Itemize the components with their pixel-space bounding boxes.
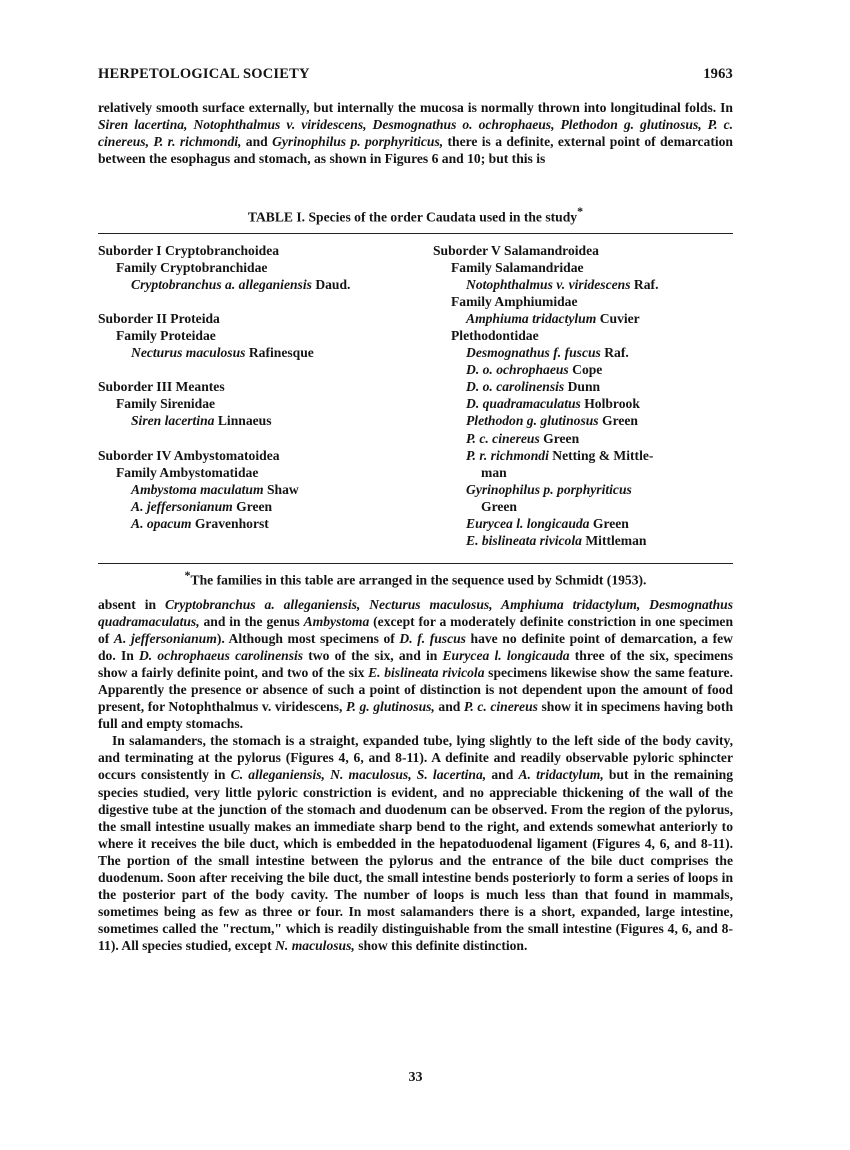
- italic-text: D. o. ochrophaeus: [466, 362, 569, 378]
- table-caption-text: TABLE I. Species of the order Caudata used in the study: [247, 209, 578, 225]
- italic-text: Amphiuma tridactylum: [466, 311, 597, 327]
- table-family: [98, 395, 428, 412]
- text-run: (except for a moderately definite constriction in one specimen of: [98, 614, 734, 647]
- italic-text: P. c. cinereus: [466, 430, 540, 446]
- text-run: Green: [539, 430, 580, 446]
- text-run: Family Sirenidae: [116, 396, 216, 412]
- italic-text: Eurycea l. longicauda: [442, 648, 570, 664]
- table-suborder: [98, 378, 428, 395]
- italic-text: P. r. richmondi: [466, 447, 549, 463]
- text-run: Family Proteidae: [116, 328, 216, 344]
- text-run: show this definite distinction.: [354, 937, 528, 953]
- footnote-text: The families in this table are arranged in the sequence used by Schmidt (1953).: [190, 572, 647, 588]
- text-run: Linnaeus: [214, 413, 272, 429]
- text-run: specimens likewise show the same feature. Apparently the presence or absence of such a point of distinction is not dependent upon the amount of food present, for Notophthalmus v. viridescens,: [98, 665, 733, 715]
- text-run: show it in specimens having both full and empty stomachs.: [98, 699, 734, 732]
- year: 1963: [703, 66, 733, 82]
- text-run: Suborder II Proteida: [98, 311, 220, 327]
- table-suborder: [98, 242, 428, 259]
- text-run: and: [434, 699, 464, 715]
- text-run: Netting & Mittle-: [548, 447, 654, 463]
- text-run: Suborder I Cryptobranchoidea: [98, 243, 280, 258]
- table-family: [98, 259, 428, 276]
- table-spacer: [98, 293, 428, 310]
- paragraph: [98, 99, 733, 167]
- table-species: [433, 430, 733, 447]
- table-right-column: [433, 242, 733, 549]
- table-species: [433, 481, 733, 498]
- text-run: absent in: [98, 597, 165, 612]
- table-species: [98, 481, 428, 498]
- paragraph: [98, 596, 733, 732]
- italic-text: N. maculosus,: [275, 937, 355, 953]
- table-species: [433, 464, 733, 481]
- text-run: Green: [589, 515, 629, 531]
- italic-text: Necturus maculosus: [131, 345, 246, 361]
- italic-text: Eurycea l. longicauda: [466, 515, 590, 531]
- body-text: [98, 596, 733, 954]
- text-run: Plethodontidae: [451, 328, 539, 344]
- table-species: [98, 515, 428, 532]
- table-species: [433, 532, 733, 549]
- text-run: In salamanders, the stomach is a straight, expanded tube, lying slightly to the left side of the body cavity, and terminating at the pylorus (Figures 4, 6, and 8-11). A definite and readily observable pyloric sphincter occurs consistently in: [98, 733, 733, 783]
- table-species: [98, 276, 428, 293]
- text-run: Rafinesque: [245, 345, 314, 361]
- text-run: Cuvier: [596, 311, 640, 327]
- text-run: and in the genus: [199, 614, 304, 630]
- table-species: [433, 361, 733, 378]
- text-run: Suborder V Salamandroidea: [433, 243, 599, 258]
- italic-text: E. bislineata rivicola: [368, 665, 485, 681]
- table-family: [98, 464, 428, 481]
- italic-text: A. jeffersonianum: [131, 498, 233, 514]
- table-species: [433, 498, 733, 515]
- journal-name: HERPETOLOGICAL SOCIETY: [98, 66, 310, 82]
- text-run: Dunn: [564, 379, 601, 395]
- text-run: Green: [481, 498, 517, 514]
- table-suborder: [433, 242, 733, 259]
- table-species: [433, 515, 733, 532]
- italic-text: Cryptobranchus a. alleganiensis: [131, 277, 312, 293]
- table-top-rule: [98, 233, 733, 234]
- table-suborder: [98, 447, 428, 464]
- text-run: there is a definite, external point of demarcation between the esophagus and stomach, as shown in Figures 6 and 10; but this is: [98, 134, 733, 167]
- text-run: and: [486, 767, 519, 783]
- italic-text: A. jeffersonianum: [113, 631, 217, 647]
- italic-text: Siren lacertina: [131, 413, 215, 429]
- text-run: Family Salamandridae: [451, 260, 584, 276]
- text-run: two of the six, and in: [303, 648, 443, 664]
- italic-text: Plethodon g. glutinosus: [466, 413, 599, 429]
- italic-text: Notophthalmus v. viridescens: [466, 277, 631, 293]
- text-run: Daud.: [311, 277, 351, 293]
- footnote-mark: *: [184, 568, 191, 582]
- italic-text: D. quadramaculatus: [466, 396, 581, 412]
- text-run: Raf.: [600, 345, 629, 361]
- text-run: Shaw: [263, 481, 299, 497]
- table-caption: [98, 205, 733, 226]
- text-run: man: [481, 464, 507, 480]
- table-suborder: [98, 310, 428, 327]
- text-run: Mittleman: [581, 532, 647, 548]
- running-head: [98, 66, 733, 86]
- italic-text: Ambystoma: [303, 614, 370, 630]
- italic-text: D. o. carolinensis: [466, 379, 565, 395]
- text-run: Suborder III Meantes: [98, 379, 225, 395]
- table-family: [98, 327, 428, 344]
- table-species: [433, 310, 733, 327]
- text-run: Family Cryptobranchidae: [116, 260, 268, 276]
- page-number: 33: [408, 1070, 423, 1085]
- text-run: Gravenhorst: [191, 515, 269, 531]
- table-species: [98, 412, 428, 429]
- text-run: three of the six, specimens show a fairly definite point, and two of the six: [98, 648, 734, 681]
- table-family: [433, 293, 733, 310]
- text-run: but in the remaining species studied, very little pyloric constriction is evident, and no appreciable thickening of the wall of the digestive tube at the junction of the stomach and duodenum can be observed. From the region of the pylorus, the small intestine usually makes an immediate sharp bend to the right, and extends somewhat anteriorly to where it receives the bile duct, which is embedded in the hepatoduodenal ligament (Figures 4, 6, and 8-11). The portion of the small intestine between the pylorus and the entrance of the bile duct comprises the duodenum. Soon after receiving the bile duct, the small intestine bends posteriorly to form a series of loops in the posterior part of the body cavity. The number of loops is much less than that found in mammals, sometimes being as few as three or four. In most salamanders there is a short, expanded, large intestine, sometimes called the "rectum," which is readily distinguishable from the small intestine (Figures 4, 6, and 8-11). All species studied, except: [98, 767, 733, 953]
- italic-text: A. tridactylum,: [518, 767, 604, 783]
- italic-text: P. g. glutinosus,: [346, 699, 435, 715]
- text-run: and: [241, 134, 273, 150]
- text-run: Green: [598, 413, 638, 429]
- table-species: [433, 344, 733, 361]
- table-species: [433, 447, 733, 464]
- text-run: have no definite point of demarcation, a few do. In: [98, 631, 733, 664]
- table-bottom-rule: [98, 563, 733, 564]
- italic-text: Gyrinophilus p. porphyriticus,: [272, 134, 444, 150]
- text-run: Family Amphiumidae: [451, 294, 578, 310]
- table-species: [433, 395, 733, 412]
- italic-text: A. opacum: [131, 515, 192, 531]
- italic-text: C. alleganiensis, N. maculosus, S. lacertina,: [230, 767, 487, 783]
- italic-text: Cryptobranchus a. alleganiensis, Necturus maculosus, Amphiuma tridactylum, Desmognathus quadramaculatus,: [98, 597, 733, 630]
- italic-text: Gyrinophilus p. porphyriticus: [466, 481, 632, 497]
- table-species: [433, 412, 733, 429]
- italic-text: P. c. cinereus: [463, 699, 538, 715]
- italic-text: Desmognathus f. fuscus: [466, 345, 601, 361]
- text-run: Holbrook: [580, 396, 640, 412]
- italic-text: D. ochrophaeus carolinensis: [138, 648, 304, 664]
- italic-text: D. f. fuscus: [399, 631, 466, 647]
- top-paragraph: [98, 99, 733, 167]
- text-run: Raf.: [630, 277, 659, 293]
- table-family: [433, 327, 733, 344]
- table-left-column: [98, 242, 428, 532]
- text-run: Green: [232, 498, 273, 514]
- italic-text: E. bislineata rivicola: [466, 532, 582, 548]
- table-spacer: [98, 361, 428, 378]
- text-run: ). Although most specimens of: [216, 631, 400, 647]
- italic-text: Siren lacertina, Notophthalmus v. viridescens, Desmognathus o. ochrophaeus, Plethodon g. glutinosus, P. c. cinereus, P. r. richmondi,: [98, 117, 733, 150]
- table-species: [98, 344, 428, 361]
- table-species: [98, 498, 428, 515]
- paragraph: [98, 732, 733, 954]
- text-run: Family Ambystomatidae: [116, 464, 259, 480]
- table-footnote: [98, 568, 733, 589]
- italic-text: Ambystoma maculatum: [131, 481, 264, 497]
- table-spacer: [98, 430, 428, 447]
- table-species: [433, 378, 733, 395]
- text-run: Suborder IV Ambystomatoidea: [98, 447, 280, 463]
- table-caption-mark: *: [577, 204, 584, 218]
- table-family: [433, 259, 733, 276]
- text-run: relatively smooth surface externally, but internally the mucosa is normally thrown into longitudinal folds. In: [98, 100, 733, 115]
- text-run: Cope: [568, 362, 603, 378]
- table-species: [433, 276, 733, 293]
